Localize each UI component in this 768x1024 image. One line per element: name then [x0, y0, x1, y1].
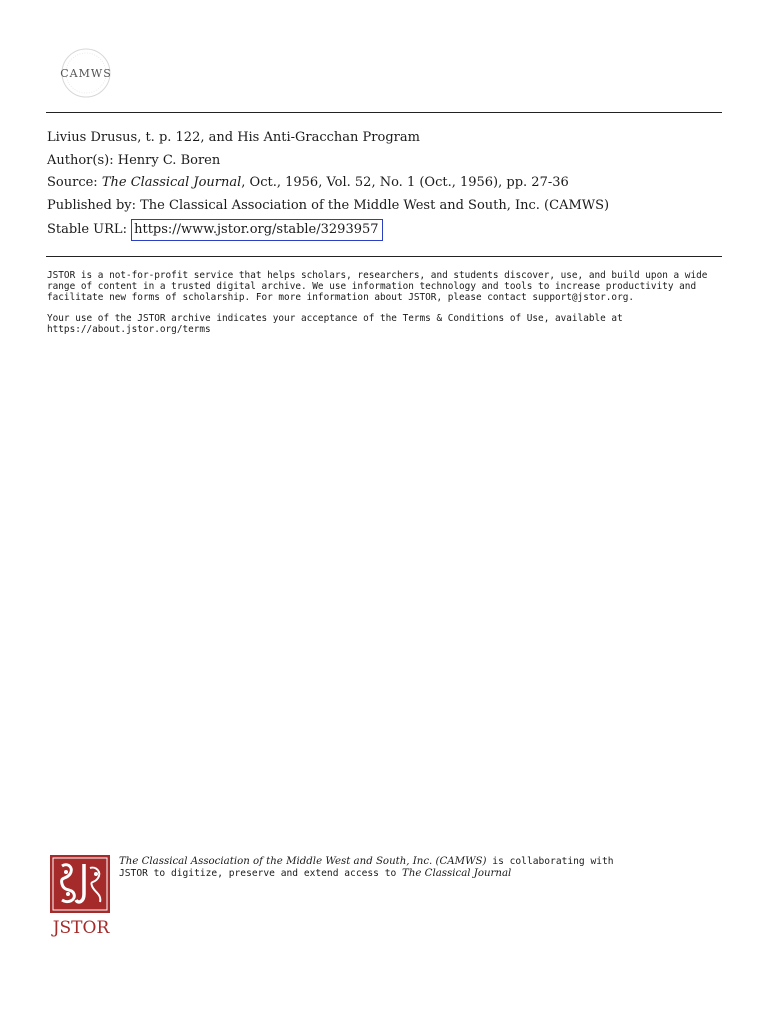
stable-url-label: Stable URL:	[47, 222, 127, 237]
metadata-rule	[46, 256, 722, 257]
terms-notice	[47, 313, 727, 335]
footer-org-name: The Classical Association of the Middle West and South, Inc. (CAMWS)	[119, 856, 487, 867]
footer-collab-text: is collaborating with	[486, 856, 614, 867]
camws-logo	[48, 46, 124, 100]
source-line	[47, 172, 727, 195]
jstor-logo-text: JSTOR	[52, 918, 110, 938]
authors-label: Author(s):	[47, 152, 114, 168]
notice-paragraph-1: JSTOR is a not-for-profit service that helps scholars, researchers, and students discover, use, and build upon a wide range of content in a trusted digital archive. We use information technology and tools to increase productivity and facilitate new forms of scholarship. For more information about JSTOR, please contact support@jstor.org.	[47, 270, 708, 303]
article-title: Livius Drusus, t. p. 122, and His Anti-Gracchan Program	[47, 130, 420, 145]
source-journal: The Classical Journal	[101, 175, 242, 190]
publisher-line	[47, 195, 727, 218]
notice-paragraph-2: Your use of the JSTOR archive indicates your acceptance of the Terms & Conditions of Use, available at https://about.jstor.org/terms	[47, 313, 623, 335]
header-rule	[46, 112, 722, 113]
authors-line	[47, 150, 727, 173]
article-metadata	[47, 127, 727, 242]
stable-url-link[interactable]: https://www.jstor.org/stable/3293957	[131, 219, 382, 241]
collaboration-note	[119, 856, 739, 879]
jstor-notice	[47, 270, 727, 303]
source-details: , Oct., 1956, Vol. 52, No. 1 (Oct., 1956), pp. 27-36	[241, 175, 569, 190]
publisher-label: Published by:	[47, 197, 136, 213]
stable-url-line	[47, 219, 727, 242]
source-label: Source:	[47, 175, 98, 190]
footer-journal-name: The Classical Journal	[402, 867, 512, 879]
camws-logo-text: CAMWS	[60, 67, 112, 80]
footer-line2-prefix: JSTOR to digitize, preserve and extend access to	[119, 867, 403, 879]
publisher-value: The Classical Association of the Middle West and South, Inc. (CAMWS)	[140, 197, 610, 213]
authors-value: Henry C. Boren	[117, 152, 221, 168]
jstor-logo	[48, 854, 114, 938]
